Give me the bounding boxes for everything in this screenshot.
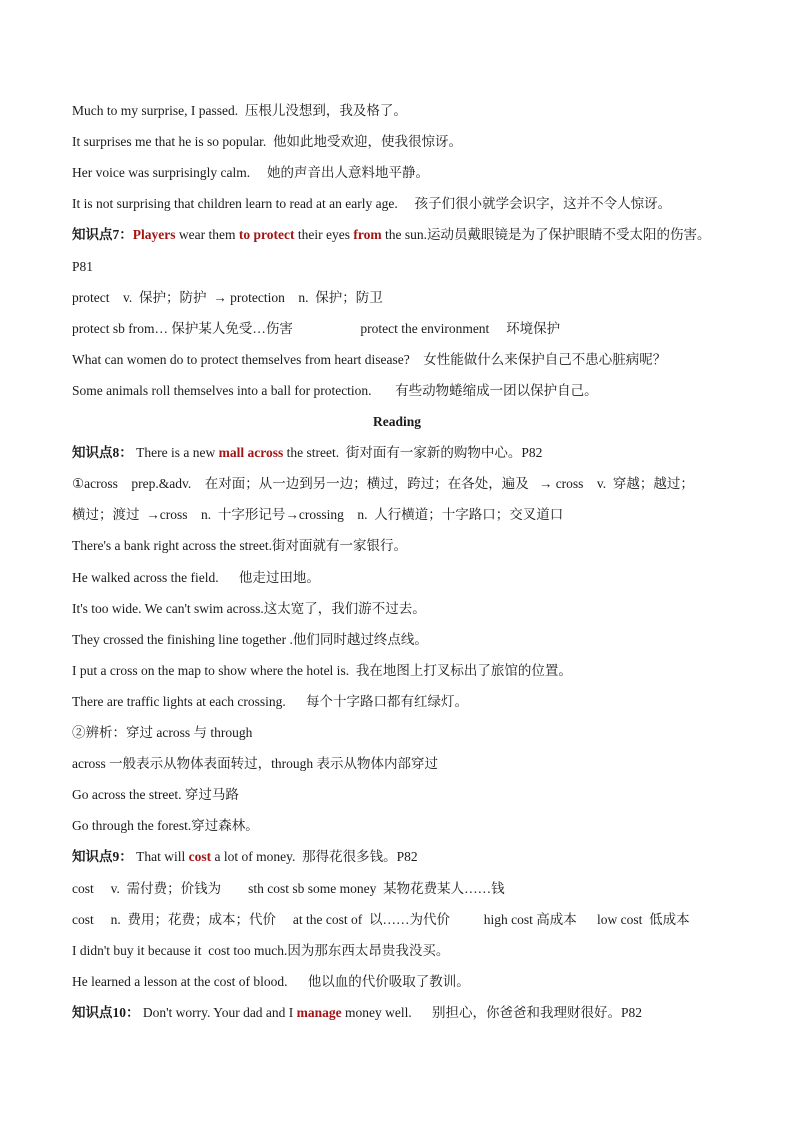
knowledge-point-label: 知识点7： bbox=[72, 227, 133, 243]
knowledge-point-line bbox=[72, 1003, 754, 1023]
section-heading: Reading bbox=[372, 414, 421, 429]
highlighted-keyword: mall across bbox=[218, 445, 284, 461]
text-line: protect sb from… 保护某人免受…伤害 protect the environment 环境保护 bbox=[72, 320, 561, 336]
knowledge-point-line bbox=[72, 847, 754, 867]
knowledge-point-line bbox=[72, 443, 754, 463]
text-line: It's too wide. We can't swim across.这太宽了，我们游不过去。 bbox=[72, 600, 426, 616]
text-segment: their eyes bbox=[294, 227, 354, 243]
text-line: protect v. 保护；防护 → protection n. 保护；防卫 bbox=[72, 289, 383, 305]
text-line: cost v. 需付费；价钱为 sth cost sb some money 某物花费某人……钱 bbox=[72, 880, 505, 896]
text-line: He learned a lesson at the cost of blood. 他以血的代价吸取了教训。 bbox=[72, 973, 470, 989]
text-line: cost n. 费用；花费；成本；代价 at the cost of 以……为代价 high cost 高成本 low cost 低成本 bbox=[72, 911, 690, 927]
text-line: Some animals roll themselves into a ball for protection. 有些动物蜷缩成一团以保护自己。 bbox=[72, 382, 598, 398]
text-line: Go through the forest.穿过森林。 bbox=[72, 818, 259, 834]
text-line: ②辨析：穿过 across 与 through bbox=[72, 725, 253, 740]
text-line: I put a cross on the map to show where the hotel is. 我在地图上打叉标出了旅馆的位置。 bbox=[72, 662, 572, 678]
text-segment: That will bbox=[132, 849, 189, 865]
text-line: There's a bank right across the street.街对面就有一家银行。 bbox=[72, 538, 407, 554]
text-line: They crossed the finishing line together .他们同时越过终点线。 bbox=[72, 631, 428, 647]
highlighted-keyword: cost bbox=[188, 849, 212, 865]
highlighted-keyword: from bbox=[353, 227, 382, 243]
knowledge-point-label: 知识点8： bbox=[72, 445, 133, 461]
text-segment: a lot of money. 那得花很多钱。P82 bbox=[211, 849, 418, 865]
text-line: P81 bbox=[72, 258, 94, 274]
text-line: Go across the street. 穿过马路 bbox=[72, 787, 239, 803]
text-segment: wear them bbox=[175, 227, 239, 243]
text-line: ①across prep.&adv. 在对面；从一边到另一边；横过，跨过；在各处，遍及 → cross v. 穿越；越过； bbox=[72, 476, 694, 492]
highlighted-keyword: Players bbox=[132, 227, 176, 243]
knowledge-point-label: 知识点10： bbox=[72, 1004, 140, 1020]
text-line: He walked across the field. 他走过田地。 bbox=[72, 569, 320, 585]
text-line: I didn't buy it because it cost too much.因为那东西太昂贵我没买。 bbox=[72, 942, 450, 958]
text-line: It is not surprising that children learn to read at an early age. 孩子们很小就学会识字，这并不令人惊讶。 bbox=[72, 196, 672, 212]
knowledge-point-label: 知识点9： bbox=[72, 849, 133, 865]
text-line: There are traffic lights at each crossing. 每个十字路口都有红绿灯。 bbox=[72, 693, 469, 709]
text-line: It surprises me that he is so popular. 他如此地受欢迎，使我很惊讶。 bbox=[72, 134, 462, 150]
text-line: 横过；渡过 →cross n. 十字形记号→crossing n. 人行横道；十字路口；交叉道口 bbox=[72, 507, 564, 523]
text-line: across 一般表示从物体表面转过，through 表示从物体内部穿过 bbox=[72, 756, 438, 772]
text-line: Much to my surprise, I passed. 压根儿没想到，我及格了。 bbox=[72, 103, 407, 118]
text-segment: money well. 别担心，你爸爸和我理财很好。P82 bbox=[341, 1004, 643, 1020]
highlighted-keyword: manage bbox=[296, 1004, 342, 1020]
text-line: Her voice was surprisingly calm. 她的声音出人意料地平静。 bbox=[72, 165, 429, 181]
text-segment: the street. 街对面有一家新的购物中心。P82 bbox=[283, 445, 543, 461]
knowledge-point-line bbox=[72, 225, 754, 245]
text-segment: the sun.运动员戴眼镜是为了保护眼睛不受太阳的伤害。 bbox=[381, 227, 711, 243]
highlighted-keyword: to protect bbox=[238, 227, 295, 243]
text-line: What can women do to protect themselves from heart disease? 女性能做什么来保护自己不患心脏病呢？ bbox=[72, 351, 667, 367]
text-segment: There is a new bbox=[132, 445, 219, 461]
text-segment: Don't worry. Your dad and I bbox=[139, 1004, 297, 1020]
